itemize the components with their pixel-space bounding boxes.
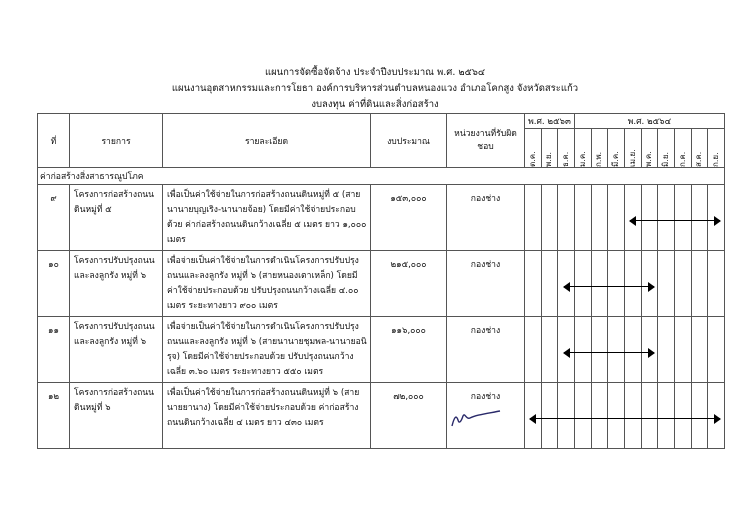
month-label: พ.ย. xyxy=(544,151,554,167)
month-label: ก.พ. xyxy=(594,151,604,167)
row-item: โครงการก่อสร้างถนนดินหมู่ที่ ๖ xyxy=(70,383,163,449)
month-slot xyxy=(541,251,558,317)
month-slot xyxy=(558,185,575,251)
month-cell xyxy=(624,129,641,168)
month-slot xyxy=(591,185,608,251)
arrow-head-left xyxy=(563,282,570,292)
month-slot xyxy=(525,185,542,251)
month-slot xyxy=(708,251,725,317)
month-slot xyxy=(541,185,558,251)
row-detail: เพื่อเป็นค่าใช้จ่ายในการก่อสร้างถนนดินหมู่ที่ ๕ (สายนานายบุญเริง-นานายจ้อย) โดยมีค่าใช้จ่ายประกอบด้วย ค่าก่อสร้างถนนดินกว้างเฉลี่ย ๕ เมตร ยาว ๑,๐๐๐ เมตร xyxy=(163,185,371,251)
month-cell xyxy=(558,129,575,168)
schedule-arrow xyxy=(564,282,654,292)
month-label: ต.ค. xyxy=(527,151,537,167)
signature-stroke xyxy=(452,411,500,426)
signature-mark xyxy=(448,400,508,430)
month-cell xyxy=(691,129,708,168)
month-label: พ.ค. xyxy=(644,151,654,167)
row-no: ๑๐ xyxy=(38,251,70,317)
month-slot xyxy=(541,317,558,383)
row-no: ๑๑ xyxy=(38,317,70,383)
arrow-head-right xyxy=(648,348,655,358)
month-cell xyxy=(574,129,591,168)
month-label: ก.ย. xyxy=(711,152,721,167)
plan-subtitle: แผนงานอุตสาหกรรมและการโยธา องค์การบริหารส่วนตำบลหนองแวง อำเภอโคกสูง จังหวัดสระแก้ว xyxy=(171,83,579,94)
row-budget: ๑๑๖,๐๐๐ xyxy=(371,317,447,383)
month-cell xyxy=(591,129,608,168)
header-responsible-unit: หน่วยงานที่รับผิดชอบ xyxy=(447,114,525,168)
row-unit: กองช่าง xyxy=(447,317,525,383)
arrow-head-left xyxy=(629,216,636,226)
header-year-2564: พ.ศ. ๒๕๖๔ xyxy=(574,114,724,129)
month-cell xyxy=(541,129,558,168)
month-cell xyxy=(608,129,625,168)
arrow-shaft xyxy=(564,286,654,287)
month-slot xyxy=(658,317,675,383)
header-no: ที่ xyxy=(38,114,70,168)
row-unit: กองช่าง xyxy=(447,383,525,449)
row-no: ๑๒ xyxy=(38,383,70,449)
month-slot xyxy=(658,251,675,317)
month-cell xyxy=(658,129,675,168)
month-slot xyxy=(674,251,691,317)
month-slot xyxy=(525,251,542,317)
row-unit: กองช่าง xyxy=(447,185,525,251)
header-year-2563: พ.ศ. ๒๕๖๓ xyxy=(525,114,575,129)
arrow-shaft xyxy=(564,352,654,353)
row-detail: เพื่อจ่ายเป็นค่าใช้จ่ายในการดำเนินโครงการปรับปรุงถนนและลงลูกรัง หมู่ที่ ๖ (สายหนองเตาเหล็ก) โดยมีค่าใช้จ่ายประกอบด้วย ปรับปรุงถนนกว้างเฉลี่ย ๔.๐๐ เมตร ระยะทางยาว ๙๐๐ เมตร xyxy=(163,251,371,317)
row-item: โครงการปรับปรุงถนนและลงลูกรัง หมู่ที่ ๖ xyxy=(70,251,163,317)
header-budget: งบประมาณ xyxy=(371,114,447,168)
plan-title: แผนการจัดซื้อจัดจ้าง ประจำปีงบประมาณ พ.ศ. ๒๕๖๔ xyxy=(264,67,486,78)
arrow-shaft xyxy=(630,220,720,221)
month-cell xyxy=(641,129,658,168)
month-cell xyxy=(708,129,725,168)
row-budget: ๒๑๕,๐๐๐ xyxy=(371,251,447,317)
month-label: มิ.ย. xyxy=(661,151,671,167)
row-no: ๙ xyxy=(38,185,70,251)
row-detail: เพื่อจ่ายเป็นค่าใช้จ่ายในการดำเนินโครงการปรับปรุงถนนและลงลูกรัง หมู่ที่ ๖ (สายนานายชุมพล-นานายอนิรุจ) โดยมีค่าใช้จ่ายประกอบด้วย ปรับปรุงถนนกว้างเฉลี่ย ๓.๖๐ เมตร ระยะทางยาว ๕๕๐ เมตร xyxy=(163,317,371,383)
month-slot xyxy=(608,185,625,251)
row-budget: ๑๕๓,๐๐๐ xyxy=(371,185,447,251)
arrow-head-left xyxy=(563,348,570,358)
row-item: โครงการก่อสร้างถนนดินหมู่ที่ ๕ xyxy=(70,185,163,251)
schedule-arrow xyxy=(630,216,720,226)
month-slot xyxy=(691,317,708,383)
row-detail: เพื่อเป็นค่าใช้จ่ายในการก่อสร้างถนนดินหมู่ที่ ๖ (สายนายยานาง) โดยมีค่าใช้จ่ายประกอบด้วย ค่าก่อสร้างถนนดินกว้างเฉลี่ย ๔ เมตร ยาว ๔๓๐ เมตร xyxy=(163,383,371,449)
month-label: มี.ค. xyxy=(611,151,621,167)
row-budget: ๗๒,๐๐๐ xyxy=(371,383,447,449)
header-item: รายการ xyxy=(70,114,163,168)
arrow-head-right xyxy=(714,216,721,226)
month-slot xyxy=(708,317,725,383)
month-cell xyxy=(674,129,691,168)
month-label: ส.ค. xyxy=(694,151,704,167)
row-unit: กองช่าง xyxy=(447,251,525,317)
month-label: ธ.ค. xyxy=(561,151,571,167)
header-detail: รายละเอียด xyxy=(163,114,371,168)
arrow-head-right xyxy=(648,282,655,292)
month-slot xyxy=(691,251,708,317)
month-label: ก.ค. xyxy=(677,151,687,167)
category-row: ค่าก่อสร้างสิ่งสาธารณูปโภค xyxy=(38,168,725,185)
month-label: เม.ย. xyxy=(627,149,637,167)
arrow-head-right xyxy=(714,414,721,424)
schedule-arrow xyxy=(530,414,720,424)
month-slot xyxy=(574,185,591,251)
schedule-arrow xyxy=(564,348,654,358)
budget-category-title: งบลงทุน ค่าที่ดินและสิ่งก่อสร้าง xyxy=(311,99,439,110)
arrow-shaft xyxy=(530,418,720,419)
row-item: โครงการปรับปรุงถนนและลงลูกรัง หมู่ที่ ๖ xyxy=(70,317,163,383)
month-label: ม.ค. xyxy=(577,151,587,167)
month-cell xyxy=(525,129,542,168)
table-row xyxy=(38,185,725,251)
month-slot xyxy=(674,317,691,383)
arrow-head-left xyxy=(529,414,536,424)
month-slot xyxy=(525,317,542,383)
